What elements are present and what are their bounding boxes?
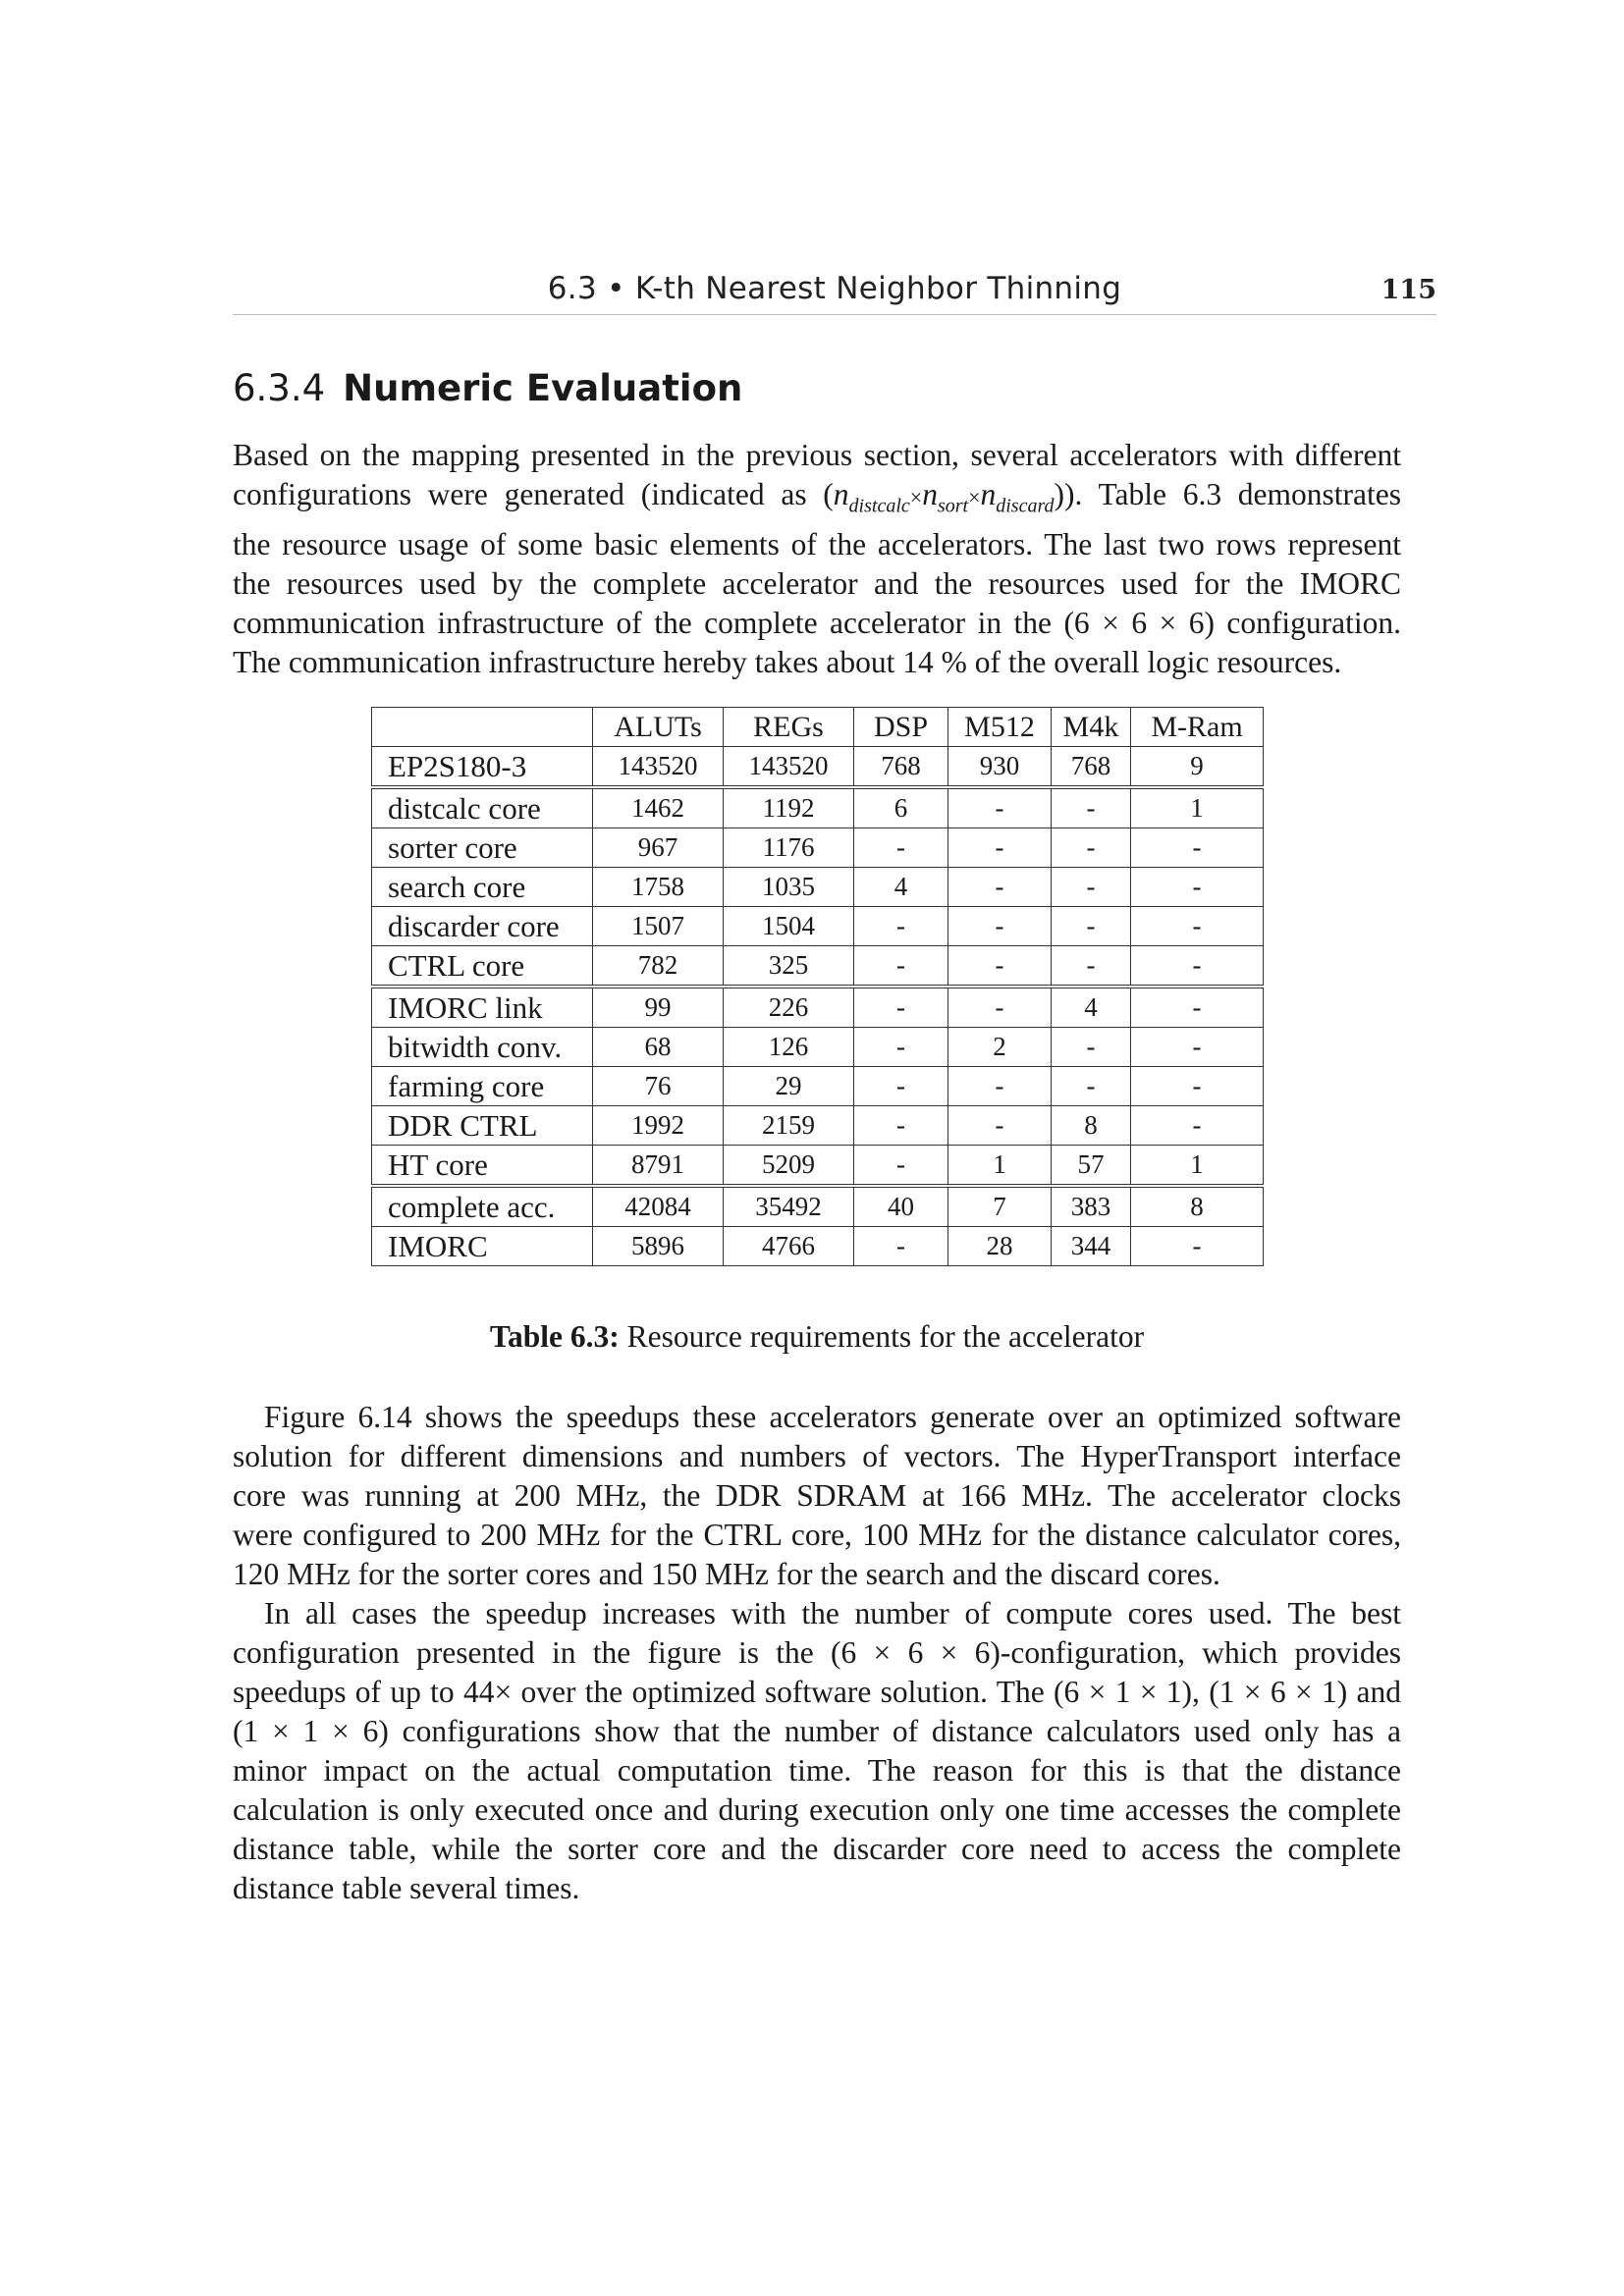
running-header-title: 6.3 • K-th Nearest Neighbor Thinning xyxy=(547,271,1122,306)
text-line: calculation is only executed once and during execution only one time accesses the complete xyxy=(233,1792,1401,1827)
page-number: 115 xyxy=(1380,275,1436,305)
table-cell: - xyxy=(948,868,1052,907)
table-cell: 9 xyxy=(1131,747,1264,788)
table-cell: 57 xyxy=(1052,1146,1131,1187)
table-row xyxy=(372,787,1264,828)
table-cell: 8791 xyxy=(593,1146,724,1187)
table-cell: 4 xyxy=(854,868,948,907)
table-header-cell: M512 xyxy=(948,708,1052,747)
table-row xyxy=(372,1106,1264,1146)
table-cell: - xyxy=(1052,868,1131,907)
table-row xyxy=(372,1067,1264,1106)
table-cell: 1992 xyxy=(593,1106,724,1146)
table-cell: - xyxy=(1052,946,1131,988)
table-cell: 76 xyxy=(593,1067,724,1106)
table-header-cell: M-Ram xyxy=(1131,708,1264,747)
text-line: communication infrastructure of the complete accelerator in the (6 × 6 × 6) configuration. xyxy=(233,606,1401,641)
row-label-cell: search core xyxy=(372,868,593,907)
table-cell: 143520 xyxy=(593,747,724,788)
table-cell: - xyxy=(854,1106,948,1146)
section-title: Numeric Evaluation xyxy=(343,367,743,409)
running-header xyxy=(233,267,1436,315)
table-cell: 40 xyxy=(854,1186,948,1227)
table-cell: 344 xyxy=(1052,1227,1131,1266)
table-cell: - xyxy=(948,1106,1052,1146)
text-line: The communication infrastructure hereby takes about 14 % of the overall logic resources. xyxy=(233,645,1342,680)
row-label-cell: IMORC link xyxy=(372,987,593,1028)
table-cell: 29 xyxy=(724,1067,854,1106)
table-cell: 7 xyxy=(948,1186,1052,1227)
table-cell: 1 xyxy=(1131,787,1264,828)
table-cell: - xyxy=(1131,1028,1264,1067)
paragraph-results xyxy=(233,1594,1401,1908)
row-label-cell: farming core xyxy=(372,1067,593,1106)
table-cell: 1035 xyxy=(724,868,854,907)
text-line: Based on the mapping presented in the previous section, several accelerators with different xyxy=(233,438,1401,472)
table-cell: - xyxy=(1131,907,1264,946)
table-cell: - xyxy=(854,1067,948,1106)
table-row xyxy=(372,1028,1264,1067)
table-cell: - xyxy=(1052,1067,1131,1106)
table-row xyxy=(372,1186,1264,1227)
row-label-cell: DDR CTRL xyxy=(372,1106,593,1146)
table-caption xyxy=(233,1319,1401,1355)
table-cell: 383 xyxy=(1052,1186,1131,1227)
table-header-row xyxy=(372,708,1264,747)
table-cell: - xyxy=(854,828,948,868)
table-cell: 768 xyxy=(1052,747,1131,788)
table-cell: - xyxy=(1052,787,1131,828)
table-cell: 1462 xyxy=(593,787,724,828)
table-cell: - xyxy=(854,1227,948,1266)
table-cell: 226 xyxy=(724,987,854,1028)
table-header-cell: ALUTs xyxy=(593,708,724,747)
row-label-cell: CTRL core xyxy=(372,946,593,988)
table-cell: - xyxy=(948,828,1052,868)
table-row-group xyxy=(372,747,1264,788)
table-cell: 1 xyxy=(1131,1146,1264,1187)
text-line: Figure 6.14 shows the speedups these accelerators generate over an optimized software xyxy=(264,1400,1401,1434)
paragraph-intro xyxy=(233,436,1401,682)
table-row xyxy=(372,1227,1264,1266)
table-cell: - xyxy=(948,1067,1052,1106)
row-label-cell: EP2S180-3 xyxy=(372,747,593,788)
table-cell: - xyxy=(854,1146,948,1187)
table-cell: 1507 xyxy=(593,907,724,946)
table-cell: - xyxy=(854,907,948,946)
text-line: the resource usage of some basic elements of the accelerators. The last two rows represent xyxy=(233,527,1401,562)
text-line: distance table several times. xyxy=(233,1871,580,1905)
caption-text: Resource requirements for the accelerator xyxy=(619,1319,1145,1354)
section-number: 6.3.4 xyxy=(233,367,326,409)
table-cell: - xyxy=(948,787,1052,828)
table-cell: - xyxy=(948,987,1052,1028)
table-cell: - xyxy=(1131,868,1264,907)
table-cell: 2 xyxy=(948,1028,1052,1067)
table-cell: 1176 xyxy=(724,828,854,868)
text-line: 120 MHz for the sorter cores and 150 MHz for the search and the discard cores. xyxy=(233,1557,1220,1591)
table-cell: 1758 xyxy=(593,868,724,907)
table-cell: - xyxy=(948,946,1052,988)
table-row xyxy=(372,868,1264,907)
table-cell: 126 xyxy=(724,1028,854,1067)
table-header-cell: REGs xyxy=(724,708,854,747)
table-cell: - xyxy=(1131,946,1264,988)
table-row-group xyxy=(372,987,1264,1186)
table-cell: - xyxy=(1131,987,1264,1028)
table-row xyxy=(372,907,1264,946)
table-cell: 6 xyxy=(854,787,948,828)
table-cell: 1 xyxy=(948,1146,1052,1187)
text-line: distance table, while the sorter core and the discarder core need to access the complete xyxy=(233,1832,1401,1866)
table-cell: 8 xyxy=(1052,1106,1131,1146)
table-cell: 28 xyxy=(948,1227,1052,1266)
table-cell: 68 xyxy=(593,1028,724,1067)
table-row xyxy=(372,946,1264,988)
row-label-cell: IMORC xyxy=(372,1227,593,1266)
table-header-cell: DSP xyxy=(854,708,948,747)
table-cell: 4 xyxy=(1052,987,1131,1028)
table-cell: 8 xyxy=(1131,1186,1264,1227)
text-line: In all cases the speedup increases with the number of compute cores used. The best xyxy=(264,1596,1401,1630)
table-row xyxy=(372,1146,1264,1187)
table-cell: 42084 xyxy=(593,1186,724,1227)
table-cell: - xyxy=(1052,828,1131,868)
table-cell: 2159 xyxy=(724,1106,854,1146)
table-cell: 930 xyxy=(948,747,1052,788)
table-row xyxy=(372,828,1264,868)
resource-table xyxy=(371,707,1264,1266)
table-cell: 5896 xyxy=(593,1227,724,1266)
table-row xyxy=(372,987,1264,1028)
math-expression: $n_{distcalc}\times n_{sort}\times n_{discard}$ xyxy=(833,477,1055,517)
table-cell: - xyxy=(1131,1227,1264,1266)
table-header-cell xyxy=(372,708,593,747)
text-line: solution for different dimensions and numbers of vectors. The HyperTransport interface xyxy=(233,1439,1401,1473)
row-label-cell: bitwidth conv. xyxy=(372,1028,593,1067)
table-cell: - xyxy=(948,907,1052,946)
table-cell: 325 xyxy=(724,946,854,988)
text-line: minor impact on the actual computation time. The reason for this is that the distance xyxy=(233,1753,1401,1788)
table-cell: - xyxy=(854,946,948,988)
table-cell: 143520 xyxy=(724,747,854,788)
row-label-cell: complete acc. xyxy=(372,1186,593,1227)
table-cell: 768 xyxy=(854,747,948,788)
table-cell: 5209 xyxy=(724,1146,854,1187)
table-cell: 1192 xyxy=(724,787,854,828)
table-cell: - xyxy=(1131,1067,1264,1106)
text-line: the resources used by the complete accelerator and the resources used for the IMORC xyxy=(233,566,1401,602)
text-line: configuration presented in the figure is the (6 × 6 × 6)-configuration, which provides xyxy=(233,1635,1401,1670)
table-cell: 4766 xyxy=(724,1227,854,1266)
text-line: core was running at 200 MHz, the DDR SDRAM at 166 MHz. The accelerator clocks xyxy=(233,1478,1401,1513)
table-cell: - xyxy=(854,1028,948,1067)
table-cell: 967 xyxy=(593,828,724,868)
table-cell: - xyxy=(1131,828,1264,868)
table-cell: 35492 xyxy=(724,1186,854,1227)
row-label-cell: discarder core xyxy=(372,907,593,946)
row-label-cell: distcalc core xyxy=(372,787,593,828)
text-line: configurations were generated (indicated as $(n_{distcalc}\times n_{sort}\times n_{discard})$). Table 6.3 demonstrates xyxy=(233,477,1401,517)
paragraph-speedup-clocks xyxy=(233,1398,1401,1594)
table-cell: - xyxy=(1052,1028,1131,1067)
table-cell: - xyxy=(1052,907,1131,946)
text-line: (1 × 1 × 6) configurations show that the number of distance calculators used only has a xyxy=(233,1714,1401,1748)
row-label-cell: HT core xyxy=(372,1146,593,1187)
table-header-cell: M4k xyxy=(1052,708,1131,747)
table-cell: - xyxy=(854,987,948,1028)
table-row-group xyxy=(372,787,1264,987)
caption-label: Table 6.3: xyxy=(489,1319,620,1354)
table-cell: - xyxy=(1131,1106,1264,1146)
table-cell: 782 xyxy=(593,946,724,988)
text-line: speedups of up to 44× over the optimized software solution. The (6 × 1 × 1), (1 × 6 × 1) and xyxy=(233,1675,1401,1709)
table-cell: 1504 xyxy=(724,907,854,946)
row-label-cell: sorter core xyxy=(372,828,593,868)
text-line: were configured to 200 MHz for the CTRL core, 100 MHz for the distance calculator cores, xyxy=(233,1518,1401,1552)
section-heading xyxy=(233,367,742,409)
table-row xyxy=(372,747,1264,788)
table-row-group xyxy=(372,1186,1264,1266)
table-cell: 99 xyxy=(593,987,724,1028)
